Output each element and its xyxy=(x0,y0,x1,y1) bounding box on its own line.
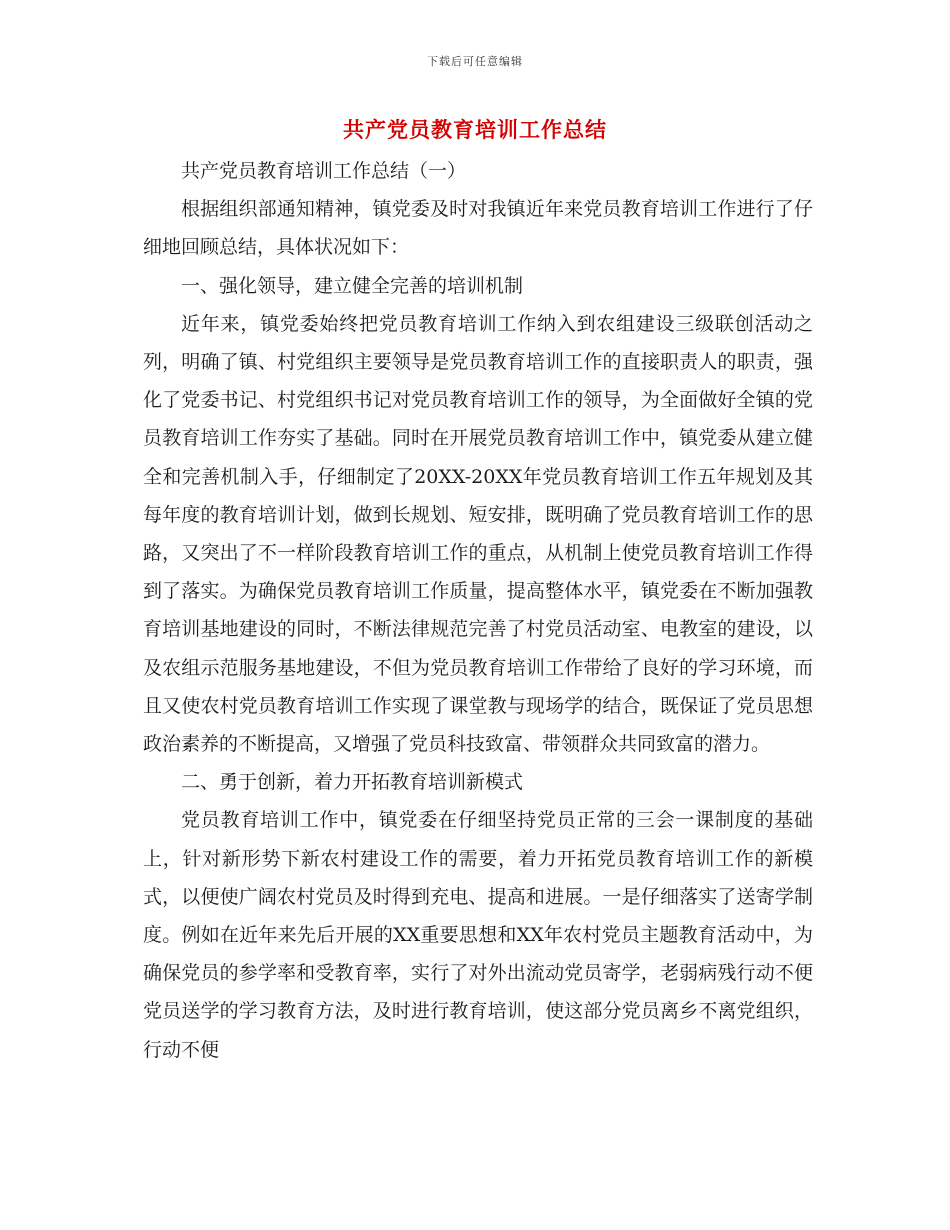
document-title: 共产党员教育培训工作总结 xyxy=(343,118,607,142)
paragraph-section-2: 党员教育培训工作中，镇党委在仔细坚持党员正常的三会一课制度的基础上，针对新形势下新农村建设工作的需要，着力开拓党员教育培训工作的新模式，以便使广阔农村党员及时得到充电、提高和进展。一是仔细落实了送寄学制度。例如在近年来先后开展的XX重要思想和XX年农村党员主题教育活动中，为确保党员的参学率和受教育率，实行了对外出流动党员寄学，老弱病残行动不便党员送学的学习教育方法，及时进行教育培训，使这部分党员离乡不离党组织，行动不便 xyxy=(143,809,813,1061)
section-heading-1: 一、强化领导，建立健全完善的培训机制 xyxy=(181,274,524,297)
section-heading-2: 二、勇于创新，着力开拓教育培训新模式 xyxy=(181,771,524,794)
header-note: 下载后可任意编辑 xyxy=(427,55,523,68)
document-body xyxy=(143,152,813,1069)
paragraph-section-1: 近年来，镇党委始终把党员教育培训工作纳入到农组建设三级联创活动之列，明确了镇、村党组织主要领导是党员教育培训工作的直接职责人的职责，强化了党委书记、村党组织书记对党员教育培训工作的领导，为全面做好全镇的党员教育培训工作夯实了基础。同时在开展党员教育培训工作中，镇党委从建立健全和完善机制入手，仔细制定了20XX-20XX年党员教育培训工作五年规划及其每年度的教育培训计划，做到长规划、短安排，既明确了党员教育培训工作的思路，又突出了不一样阶段教育培训工作的重点，从机制上使党员教育培训工作得到了落实。为确保党员教育培训工作质量，提高整体水平，镇党委在不断加强教育培训基地建设的同时，不断法律规范完善了村党员活动室、电教室的建设，以及农组示范服务基地建设，不但为党员教育培训工作带给了良好的学习环境，而且又使农村党员教育培训工作实现了课堂教与现场学的结合，既保证了党员思想政治素养的不断提高，又增强了党员科技致富、带领群众共同致富的潜力。 xyxy=(143,312,813,756)
paragraph-subtitle: 共产党员教育培训工作总结（一） xyxy=(181,160,467,182)
paragraph-intro: 根据组织部通知精神，镇党委及时对我镇近年来党员教育培训工作进行了仔细地回顾总结，具体状况如下： xyxy=(143,198,813,259)
